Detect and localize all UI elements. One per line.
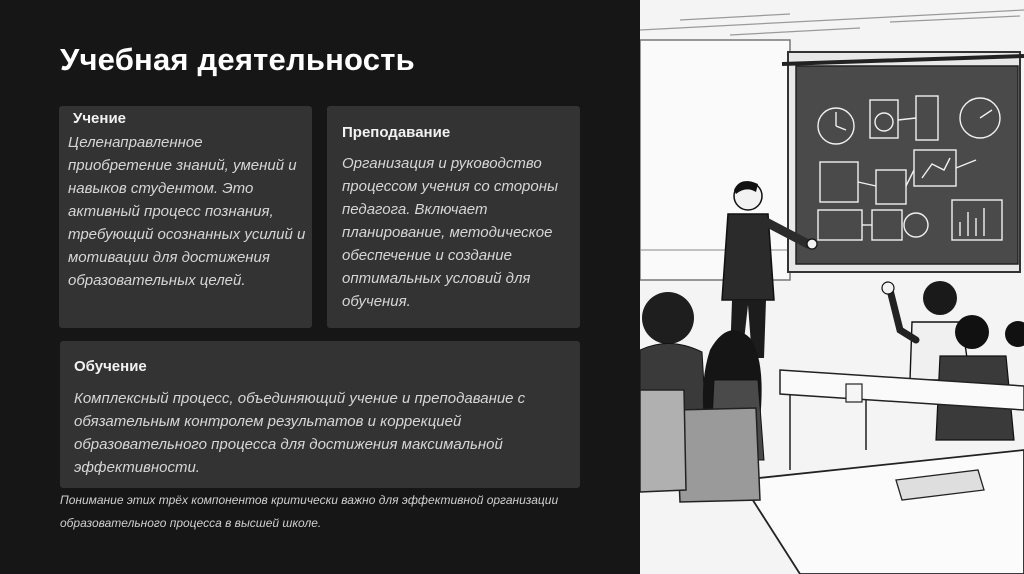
card-learning-heading: Учение [73,110,127,127]
card-education [60,341,580,488]
classroom-illustration [640,0,1024,574]
screen-display [796,66,1018,264]
slide-title: Учебная деятельность [60,42,415,77]
card-teaching [327,106,580,328]
card-learning-text: Целенаправленное приобретение знаний, умений и навыков студентом. Это активный процесс познания, требующий осознанных усилий и мотивации для достижения образовательных целей. [68,134,306,289]
classroom-sketch [640,0,1024,574]
card-education-heading: Обучение [74,358,147,375]
card-education-text: Комплексный процесс, объединяющий учение и преподавание с обязательным контролем результатов и коррекцией образовательного процесса для достижения максимальной эффективности. [74,390,526,476]
card-learning [59,106,312,328]
card-teaching-text: Организация и руководство процессом учения со стороны педагога. Включает планирование, методическое обеспечение и создание оптимальных условий для обучения. [342,155,559,310]
card-teaching-heading: Преподавание [342,124,451,141]
footnote: Понимание этих трёх компонентов критически важно для эффективной организации образовательного процесса в высшей школе. [60,493,559,530]
